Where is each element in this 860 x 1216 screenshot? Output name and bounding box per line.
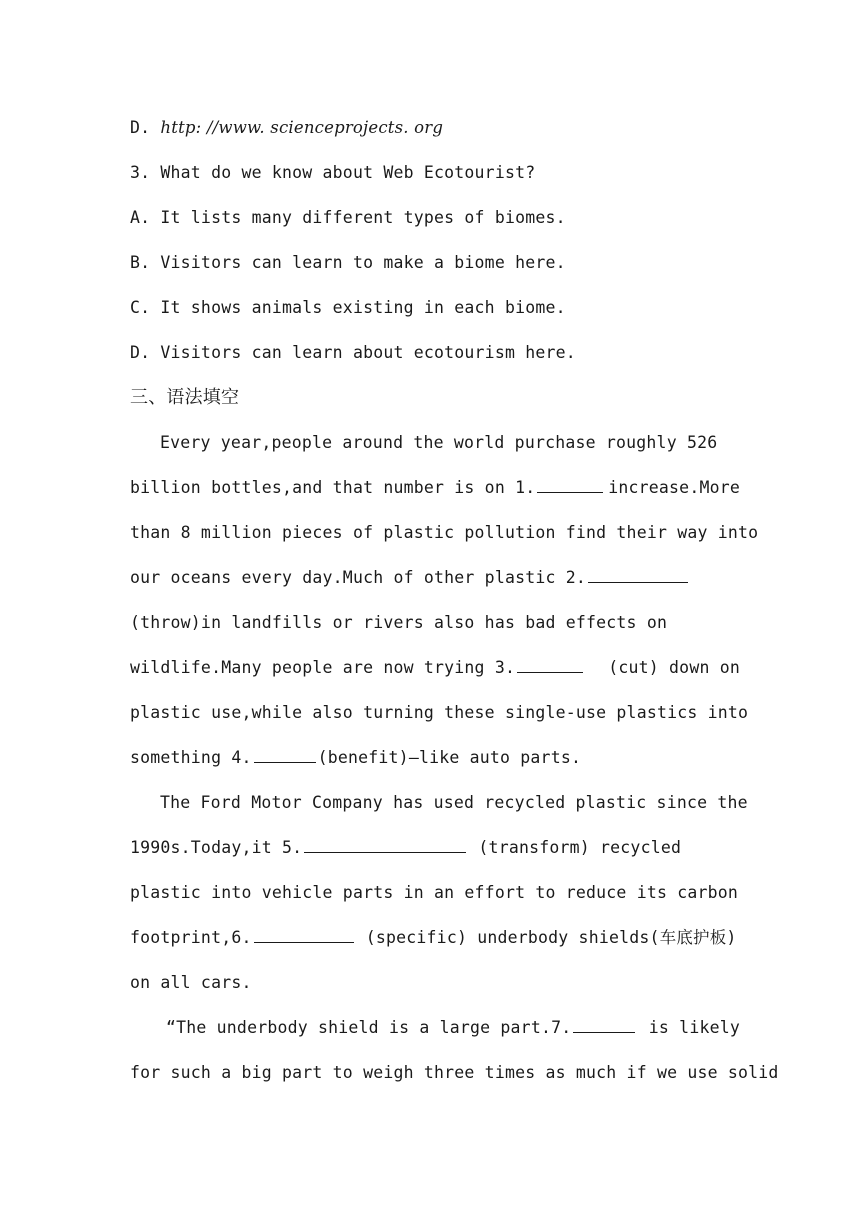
blank-7[interactable]	[573, 1018, 635, 1033]
passage-line	[130, 476, 740, 500]
passage-text: billion bottles,and that number is on 1.	[130, 478, 536, 497]
passage-line	[130, 926, 740, 950]
passage-text: our oceans every day.Much of other plastic 2.	[130, 568, 587, 587]
q3-option-a: A. It lists many different types of biomes.	[130, 208, 566, 227]
blank-3[interactable]	[517, 658, 583, 673]
q3-stem: 3. What do we know about Web Ecotourist?	[130, 163, 536, 182]
passage-text: (benefit)—like auto parts.	[317, 748, 582, 767]
passage-text: is likely	[648, 1018, 740, 1037]
q3-option-d: D. Visitors can learn about ecotourism here.	[130, 343, 576, 362]
passage-line: (throw)in landfills or rivers also has bad effects on	[130, 613, 668, 632]
q2-option-d	[130, 116, 740, 140]
passage-text: “The underbody shield is a large part.7.	[166, 1018, 572, 1037]
passage-line	[130, 656, 740, 680]
passage-text: (transform) recycled	[478, 838, 682, 857]
option-label: D.	[130, 118, 151, 137]
passage-line	[130, 746, 740, 770]
passage-line: plastic into vehicle parts in an effort to reduce its carbon	[130, 883, 739, 902]
passage-text: increase.More	[608, 478, 740, 497]
passage-text: wildlife.Many people are now trying 3.	[130, 658, 516, 677]
blank-1[interactable]	[537, 478, 603, 493]
passage-line	[130, 836, 740, 860]
passage-line: Every year,people around the world purchase roughly 526	[160, 433, 718, 452]
section-heading: 三、语法填空	[130, 387, 240, 408]
blank-4[interactable]	[254, 748, 316, 763]
blank-5[interactable]	[304, 838, 466, 853]
passage-line	[130, 566, 740, 590]
passage-text: 1990s.Today,it 5.	[130, 838, 303, 857]
passage-line	[166, 1016, 740, 1040]
passage-line: on all cars.	[130, 973, 252, 992]
blank-2[interactable]	[588, 568, 688, 583]
passage-line: plastic use,while also turning these single-use plastics into	[130, 703, 749, 722]
passage-text: (specific) underbody shields(车底护板)	[365, 928, 737, 947]
passage-line: for such a big part to weigh three times as much if we use solid	[130, 1063, 779, 1082]
q3-option-b: B. Visitors can learn to make a biome here.	[130, 253, 566, 272]
passage-line: The Ford Motor Company has used recycled plastic since the	[160, 793, 748, 812]
q3-option-c: C. It shows animals existing in each biome.	[130, 298, 566, 317]
passage-text: footprint,6.	[130, 928, 252, 947]
passage-text: (cut) down on	[608, 658, 740, 677]
passage-text: something 4.	[130, 748, 252, 767]
option-url: http: //www. scienceprojects. org	[160, 118, 444, 137]
passage-line: than 8 million pieces of plastic pollution find their way into	[130, 523, 759, 542]
blank-6[interactable]	[254, 928, 354, 943]
